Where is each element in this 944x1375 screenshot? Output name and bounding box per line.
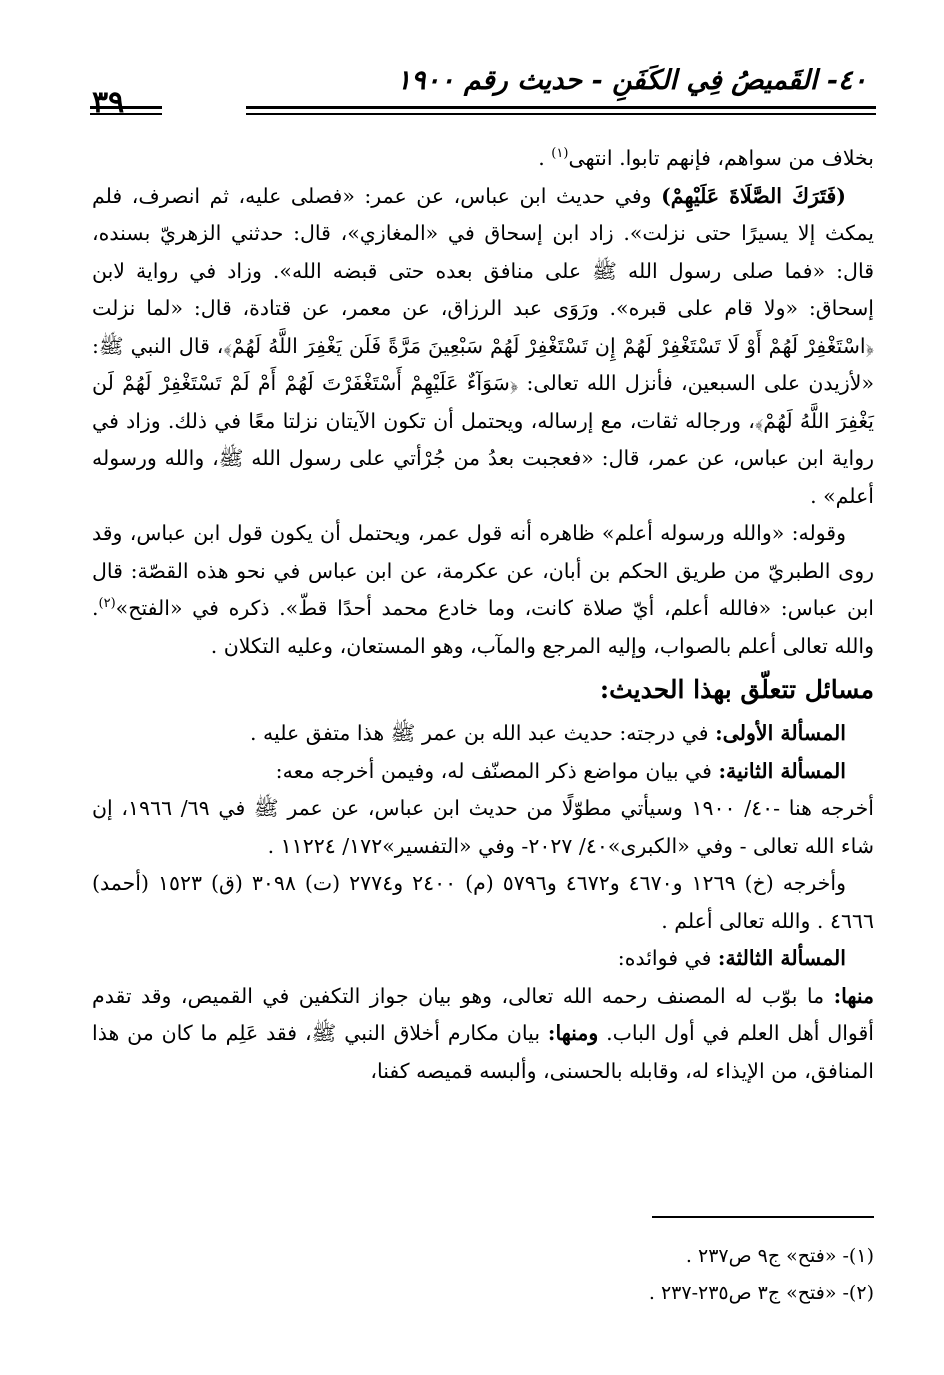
footnote-ref: (٢) <box>98 596 116 612</box>
footnotes <box>92 1238 874 1312</box>
issue-label: المسألة الأولى: <box>715 721 846 745</box>
paragraph-3 <box>92 515 874 665</box>
main-text <box>92 140 874 1090</box>
paragraph-text: وقوله: «والله ورسوله أعلم» ظاهره أنه قول عمر، ويحتمل أن يكون قول ابن عباس، وقد روى الطبريّ من طريق الحكم بن أبان، عن عكرمة، عن ابن عباس في نحو هذه القصّة: قال ابن عباس: «فالله أعلم، أيّ صلاة كانت، وما خادع محمد أحدًا قطّ». ذكره في «الفتح» <box>92 521 874 620</box>
page-number: ٣٩ <box>92 85 125 120</box>
quoted-hadith-phrase: (فَتَرَكَ الصَّلَاةَ عَلَيْهِمْ) <box>661 183 846 208</box>
paragraph-text: ما بوّب له المصنف رحمه الله تعالى، وهو بيان جواز التكفين في القميص، وقد تقدم أقوال أهل العلم في أول الباب. <box>92 983 874 1045</box>
benefit-label: ومنها: <box>547 1021 599 1045</box>
issue-2 <box>92 753 874 791</box>
footnote-ref: (١) <box>551 146 569 162</box>
issue-text: في فوائده: <box>617 946 718 970</box>
header-rule-left <box>90 106 162 115</box>
issue-1 <box>92 715 874 753</box>
paragraph-2 <box>92 178 874 516</box>
section-heading: مسائل تتعلّق بهذا الحديث: <box>599 675 874 704</box>
footnote-rule <box>652 1216 874 1218</box>
paragraph-1 <box>92 140 874 178</box>
paragraph-6 <box>92 978 874 1091</box>
issue-label: المسألة الثالثة: <box>717 946 846 970</box>
footnote-1: (١)- «فتح» ج٩ ص٢٣٧ . <box>685 1245 874 1267</box>
paragraph-text: بخلاف من سواهم، فإنهم تابوا. انتهى <box>568 146 874 170</box>
benefit-label: منها: <box>833 983 874 1008</box>
paragraph-4: أخرجه هنا -٤٠/ ١٩٠٠ وسيأتي مطوّلًا من حديث ابن عباس، عن عمر ﷺ في ٦٩/ ١٩٦٦، إن شاء الله تعالى - وفي «الكبرى»٤٠/ ٢٠٢٧- وفي «التفسير»١٧٢/ ١١٢٢٤ . <box>92 796 874 858</box>
paragraph-text: . <box>538 146 552 170</box>
issue-text: في بيان مواضع ذكر المصنّف له، وفيمن أخرجه معه: <box>275 758 719 783</box>
paragraph-text: بيان مكارم أخلاق النبي ﷺ، فقد عَلِم ما كان من هذا المنافق، من الإيذاء له، وقابله بالحسنى، وألبسه قميصه كفنا، <box>92 1021 874 1083</box>
header-rule-right <box>246 106 876 115</box>
issue-label: المسألة الثانية: <box>718 758 846 783</box>
issue-text: في درجته: حديث عبد الله بن عمر ﷺ هذا متفق عليه . <box>249 721 716 745</box>
paragraph-text: وفي حديث ابن عباس، عن عمر: «فصلى عليه، ثم انصرف، فلم يمكث إلا يسيرًا حتى نزلت». زاد ابن إسحاق في «المغازي»، قال: حدثني الزهريّ بسنده، قال: «فما صلى رسول الله ﷺ على منافق بعده حتى قبضه الله». وزاد في رواية لابن إسحاق: «ولا قام على قبره». ورَوَى عبد الرزاق، عن معمر، عن قتادة، قال: «لما نزلت ﴿اسْتَغْفِرْ لَهُمْ أَوْ لَا تَسْتَغْفِرْ لَهُمْ إِن تَسْتَغْفِرْ لَهُمْ سَبْعِينَ مَرَّةً فَلَن يَغْفِرَ اللَّهُ لَهُمْ﴾، قال النبي ﷺ: «لأزيدن على السبعين، فأنزل الله تعالى: ﴿سَوَآءٌ عَلَيْهِمْ أَسْتَغْفَرْتَ لَهُمْ أَمْ لَمْ تَسْتَغْفِرْ لَهُمْ لَن يَغْفِرَ اللَّهُ لَهُمْ﴾، ورجاله ثقات، مع إرساله، ويحتمل أن تكون الآيتان نزلتا معًا في ذلك. وزاد في رواية ابن عباس، عن عمر، قال: «فعجبت بعدُ من جُرْأتي على رسول الله ﷺ، والله ورسوله أعلم» . <box>92 183 874 508</box>
issue-3 <box>92 940 874 978</box>
running-title: ٤٠- القَميصُ فِي الكَفَنِ - حديث رقم ١٩٠٠ <box>396 65 867 96</box>
footnote-2: (٢)- «فتح» ج٣ ص٢٣٥-٢٣٧ . <box>648 1282 874 1304</box>
paragraph-text: . والله تعالى أعلم بالصواب، وإليه المرجع والمآب، وهو المستعان، وعليه التكلان . <box>92 596 874 658</box>
paragraph-5: وأخرجه (خ) ١٢٦٩ و٤٦٧٠ و٤٦٧٢ و٥٧٩٦ (م) ٢٤٠٠ و٢٧٧٤ (ت) ٣٠٩٨ (ق) ١٥٢٣ (أحمد) ٤٦٦٦ . والله تعالى أعلم . <box>92 871 874 933</box>
